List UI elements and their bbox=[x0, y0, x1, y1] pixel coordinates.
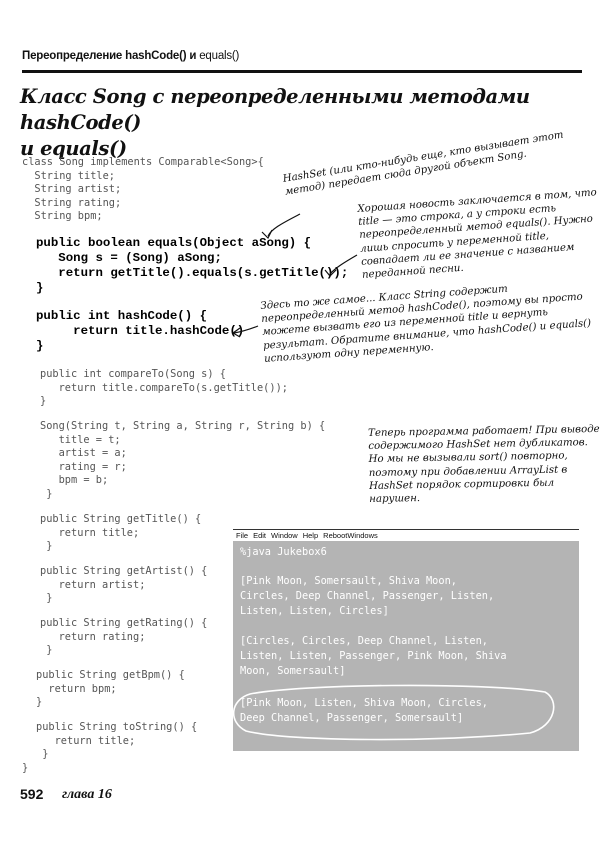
terminal-output-hashset: [Pink Moon, Listen, Shiva Moon, Circles, Deep Channel, Passenger, Somersault] bbox=[240, 697, 488, 724]
code-class-close: } bbox=[22, 762, 29, 774]
page-title-line1: Класс Song с переопределенными методами hashCode() bbox=[20, 85, 530, 134]
terminal-prompt: %java Jukebox6 bbox=[240, 546, 327, 558]
code-getbpm-method: public String getBpm() { return bpm; } bbox=[36, 669, 185, 709]
chapter-label: глава 16 bbox=[62, 787, 112, 802]
highlight-ellipse bbox=[234, 685, 554, 739]
terminal-output-unsorted: [Pink Moon, Somersault, Shiva Moon, Circles, Deep Channel, Passenger, Listen, Listen, Listen, Circles] bbox=[240, 575, 495, 617]
running-header-equals: equals() bbox=[199, 50, 240, 62]
page-number: 592 bbox=[20, 786, 44, 802]
terminal-output-sorted: [Circles, Circles, Deep Channel, Listen, Listen, Listen, Passenger, Pink Moon, Shiva Moon, Somersault] bbox=[240, 635, 507, 677]
annotation-program-works: Теперь программа работает! При выводе содержимого HashSet нет дубликатов. Но мы не вызывали sort() повторно, поэтому при добавлении ArrayList в HashSet порядок сортировки был нарушен. bbox=[368, 423, 600, 506]
code-hashcode-method: public int hashCode() { return title.hashCode() } bbox=[36, 309, 245, 353]
code-getartist-method: public String getArtist() { return artist; } bbox=[40, 565, 208, 605]
terminal-menu-window[interactable]: Window bbox=[271, 531, 298, 540]
annotation-hashcode-same-variable: Здесь то же самое... Класс String содержит переопределенный метод hashCode(), поэтому вы просто можете вызвать его из переменной title и вернуть результат. Обратите внимание, что hashCode() и equals() используют одну переменную. bbox=[260, 283, 592, 365]
terminal-menu-file[interactable]: File bbox=[236, 531, 249, 540]
annotation-title-equals: Хорошая новость заключается в том, что title — это строка, а у строки есть переопределенный метод equals(). Нужно лишь спросить у переменной title, совпадает ли ее значение с названием переданной песни. bbox=[357, 187, 598, 281]
code-constructor: Song(String t, String a, String r, String b) { title = t; artist = a; rating = r; bpm = b; } bbox=[40, 420, 326, 500]
terminal-menu-edit[interactable]: Edit bbox=[253, 531, 267, 540]
code-getrating-method: public String getRating() { return rating; } bbox=[40, 617, 208, 657]
code-equals-method: public boolean equals(Object aSong) { Song s = (Song) aSong; return getTitle().equals(s.getTitle()); } bbox=[36, 236, 349, 295]
code-class-declaration: class Song implements Comparable<Song>{ String title; String artist; String rating; String bpm; bbox=[22, 156, 264, 223]
running-header-text: Переопределение hashCode() и bbox=[22, 50, 200, 62]
code-gettitle-method: public String getTitle() { return title; } bbox=[40, 513, 202, 553]
page-title-line2: и equals() bbox=[20, 137, 127, 160]
code-compareto-method: public int compareTo(Song s) { return title.compareTo(s.getTitle()); } bbox=[40, 368, 288, 408]
code-tostring-method: public String toString() { return title; } bbox=[36, 721, 198, 761]
terminal-menu-help[interactable]: Help bbox=[302, 531, 319, 540]
annotation-hashset-passes-song: HashSet (или кто-нибудь еще, кто вызывает этот метод) передает сюда другой объект Song. bbox=[282, 129, 565, 198]
terminal-menu-rebootwindows[interactable]: RebootWindows bbox=[323, 531, 378, 540]
